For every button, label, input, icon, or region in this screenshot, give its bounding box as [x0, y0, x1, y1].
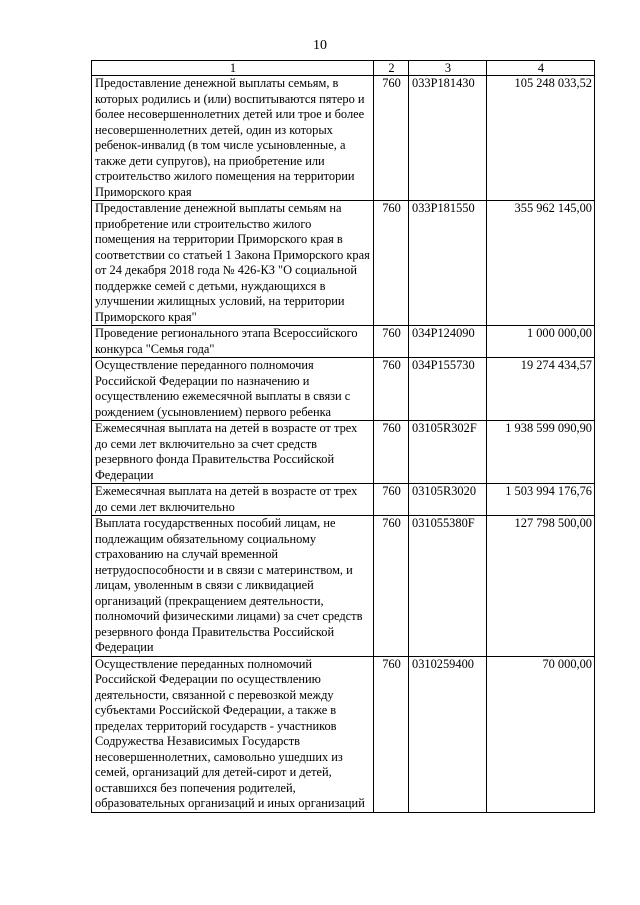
row-department-code: 760	[374, 421, 409, 484]
row-amount: 1 938 599 090,90	[487, 421, 595, 484]
table-row	[92, 326, 595, 358]
row-name: Проведение регионального этапа Всероссийского конкурса "Семья года"	[92, 326, 374, 358]
row-target-code: 031055380F	[409, 516, 487, 657]
row-department-code: 760	[374, 76, 409, 201]
row-target-code: 034Р155730	[409, 358, 487, 421]
table-row	[92, 76, 595, 201]
column-header-2: 2	[374, 61, 409, 76]
row-target-code: 034Р124090	[409, 326, 487, 358]
row-department-code: 760	[374, 326, 409, 358]
table-row	[92, 201, 595, 326]
row-target-code: 03105R3020	[409, 484, 487, 516]
column-header-4: 4	[487, 61, 595, 76]
column-header-1: 1	[92, 61, 374, 76]
row-name: Осуществление переданных полномочий Российской Федерации по осуществлению деятельности, связанной с перевозкой между субъектами Российской Федерации, а также в пределах территорий государств - участников Содружества Независимых Государств несовершеннолетних, самовольно ушедших из семей, организаций для детей-сирот и детей, оставшихся без попечения родителей, образовательных организаций и иных организаций	[92, 656, 374, 812]
row-amount: 19 274 434,57	[487, 358, 595, 421]
row-department-code: 760	[374, 516, 409, 657]
table-row	[92, 516, 595, 657]
row-amount: 70 000,00	[487, 656, 595, 812]
column-header-3: 3	[409, 61, 487, 76]
row-target-code: 03105R302F	[409, 421, 487, 484]
row-name: Ежемесячная выплата на детей в возрасте от трех до семи лет включительно за счет средств резервного фонда Правительства Российской Федерации	[92, 421, 374, 484]
table-row	[92, 358, 595, 421]
page-number: 10	[313, 38, 327, 53]
budget-table	[91, 60, 595, 813]
row-name: Предоставление денежной выплаты семьям на приобретение или строительство жилого помещения на территории Приморского края в соответствии со статьей 1 Закона Приморского края от 24 декабря 2018 года № 426-КЗ "О социальной поддержке семей с детьми, нуждающихся в улучшении жилищных условий, на территории Приморского края"	[92, 201, 374, 326]
row-target-code: 033Р181430	[409, 76, 487, 201]
row-department-code: 760	[374, 358, 409, 421]
row-name: Выплата государственных пособий лицам, не подлежащим обязательному социальному страхованию на случай временной нетрудоспособности и в связи с материнством, и лицам, уволенным в связи с ликвидацией организаций (прекращением деятельности, полномочий физическими лицами) за счет средств резервного фонда Правительства Российской Федерации	[92, 516, 374, 657]
row-name: Предоставление денежной выплаты семьям, в которых родились и (или) воспитываются пятеро и более несовершеннолетних детей или трое и более несовершеннолетних детей, один из которых ребенок-инвалид (в том числе усыновленные, а также дети супругов), на приобретение или строительство жилого помещения на территории Приморского края	[92, 76, 374, 201]
row-name: Осуществление переданного полномочия Российской Федерации по назначению и осуществлению ежемесячной выплаты в связи с рождением (усыновлением) первого ребенка	[92, 358, 374, 421]
row-amount: 127 798 500,00	[487, 516, 595, 657]
row-amount: 105 248 033,52	[487, 76, 595, 201]
row-target-code: 0310259400	[409, 656, 487, 812]
row-amount: 1 503 994 176,76	[487, 484, 595, 516]
row-amount: 1 000 000,00	[487, 326, 595, 358]
table-row	[92, 656, 595, 812]
table-header-row	[92, 61, 595, 76]
row-department-code: 760	[374, 656, 409, 812]
row-department-code: 760	[374, 484, 409, 516]
row-target-code: 033Р181550	[409, 201, 487, 326]
table-row	[92, 421, 595, 484]
table-row	[92, 484, 595, 516]
row-amount: 355 962 145,00	[487, 201, 595, 326]
row-department-code: 760	[374, 201, 409, 326]
row-name: Ежемесячная выплата на детей в возрасте от трех до семи лет включительно	[92, 484, 374, 516]
